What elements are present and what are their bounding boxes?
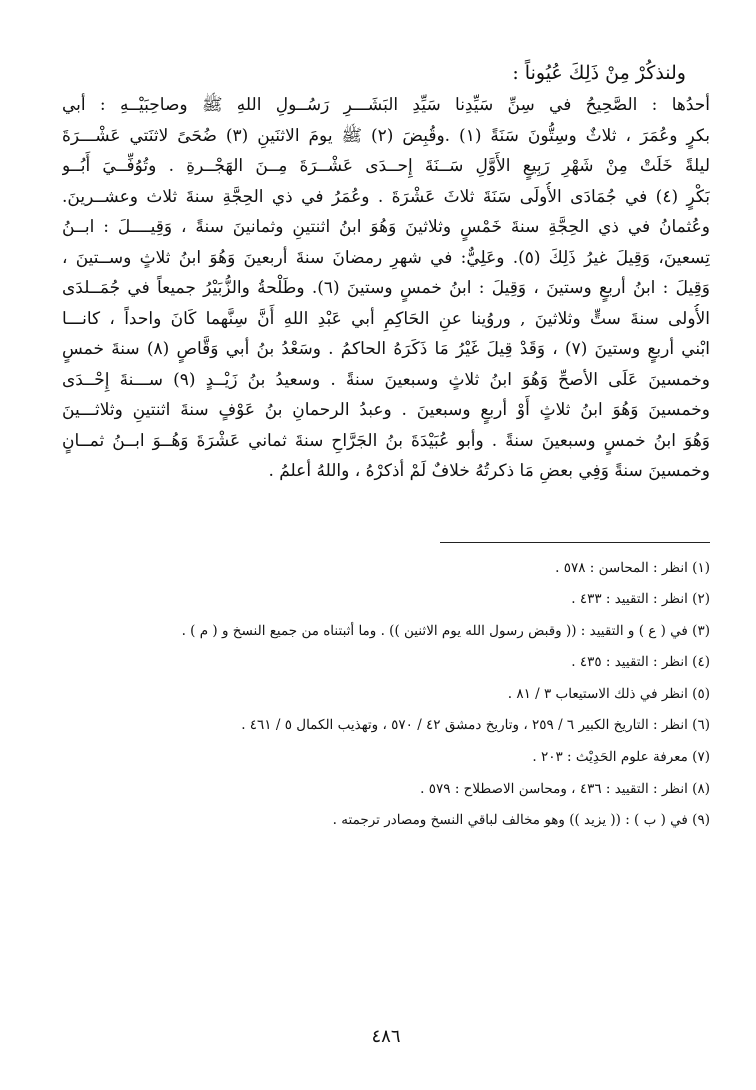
footnote: (٣) في ( ع ) و التقييد : (( وقبض رسول الله يوم الاثنين )) . وما أثبتناه من جميع النسخ و ( م ) . [181,622,710,639]
text-line: ابْني أربعٍ وستينَ (٧) ، وَقَدْ قِيلَ غَيْرُ مَا ذَكَرَهُ الحاكمُ . وسَعْدُ بنُ أبي وَقَّاصٍ (٨) سنةَ خمسٍ [62,339,710,359]
text-line: ليلةً خَلَتْ مِنْ شَهْرِ رَبِيعٍ الأَوَّلِ سَــنَةَ إِحــدَى عَشْــرَةَ مِــنَ الهَجْــرةِ . وتُوُفِّــيَ أَبُــو [62,156,710,176]
text-line: أحدُها : الصَّحِيحُ في سِنِّ سَيِّدِنا سَيِّدِ البَشَـــرِ رَسُــولِ اللهِ ﷺ وصاحِبَيْــهِ : أبي [62,95,710,115]
footnote: (٢) انظر : التقييد : ٤٣٣ . [571,591,710,608]
footnote: (٧) معرفة علوم الحَدِيْث : ٢٠٣ . [532,749,710,766]
text-line: بَكْرٍ (٤) في جُمَادَى الأُولَى سَنَةَ ثلاثَ عَشْرَةَ . وعُمَرُ في ذي الحِجَّةِ سنةَ ثلاث وعشــرينَ. [62,186,710,207]
text-line: بكرٍ وعُمَرَ ، ثلاثٌ وسِتُّونَ سَنَةً (١) .وقُبِضَ (٢) ﷺ يومَ الاثنَينِ (٣) ضُحَىً لاثنَتي عَشْـــرَةَ [62,125,710,146]
text-line: وخمسينَ وَهُوَ ابنُ ثلاثٍ أَوْ أربعٍ وسبعينَ . وعبدُ الرحمانِ بنُ عَوْفٍ سنةَ اثنتينِ وثلاثـــينَ [62,400,710,420]
text-line: وَقِيلَ : ابنُ أربعٍ وستينَ ، وَقِيلَ : ابنُ خمسٍ وستينَ (٦). وطَلْحةُ والزُّبَيْرُ جميعاً في جُمَــلدَى [62,278,710,298]
text-line: وَهُوَ ابنُ خمسٍ وسبعينَ سنةً . وأبو عُبَيْدَةَ بنُ الجَرَّاحِ سنةَ ثماني عَشْرَةَ وَهُــوَ ابــنُ ثمــانٍ [62,430,710,451]
text-line: وخمسينَ سنةً وَفِي بعضِ مَا ذكرتُهُ خلافٌ لَمْ أذكرْهُ ، واللهُ أعلمُ . [268,461,710,481]
footnote: (٩) في ( ب ) : (( يزيد )) وهو مخالف لباقي النسخ ومصادر ترجمته . [332,812,710,829]
text-line: تِسعينَ، وَقِيلَ غيرُ ذَلِكَ (٥). وعَلِيٌّ: في شهرِ رمضانَ سنةَ أربعينَ وَهُوَ ابنُ ثلاثٍ وســتينَ ، [62,247,710,268]
book-page [62,58,710,1058]
text-line: وعُثمانُ في ذي الحِجَّةِ سنةَ خَمْسٍ وثلاثينَ وَهُوَ ابنُ اثنتينِ وثمانينَ سنةً ، وَقِيــــلَ : ابــنُ [62,217,710,237]
footnote: (٦) انظر : التاريخ الكبير ٦ / ٢٥٩ ، وتاريخ دمشق ٤٢ / ٥٧٠ ، وتهذيب الكمال ٥ / ٤٦١ . [241,717,710,734]
footnotes [62,553,710,837]
intro-line: ولنذكُرْ مِنْ ذَلِكَ عُيُوناً : [512,62,686,84]
main-text [62,90,710,487]
footnote: (١) انظر : المحاسن : ٥٧٨ . [555,559,710,576]
footnote: (٥) انظر في ذلك الاستيعاب ٣ / ٨١ . [507,685,710,702]
text-line: الأُولى سنةَ ستٍّ وثلاثينَ , وروُينا عنِ الحَاكِمِ أبي عَبْدِ اللهِ أَنَّ سِنَّهما كَانَ واحداً ، كانـــا [62,308,710,329]
footnote-separator [440,542,710,543]
footnote: (٤) انظر : التقييد : ٤٣٥ . [571,654,710,671]
text-line: وخمسينَ عَلَى الأصحِّ وَهُوَ ابنُ ثلاثٍ وسبعينَ سنةً . وسعيدُ بنُ زَيْــدٍ (٩) ســـنةَ إِحْــدَى [62,369,710,390]
page-number: ٤٨٦ [371,1026,401,1047]
footnote: (٨) انظر : التقييد : ٤٣٦ ، ومحاسن الاصطلاح : ٥٧٩ . [420,780,710,797]
